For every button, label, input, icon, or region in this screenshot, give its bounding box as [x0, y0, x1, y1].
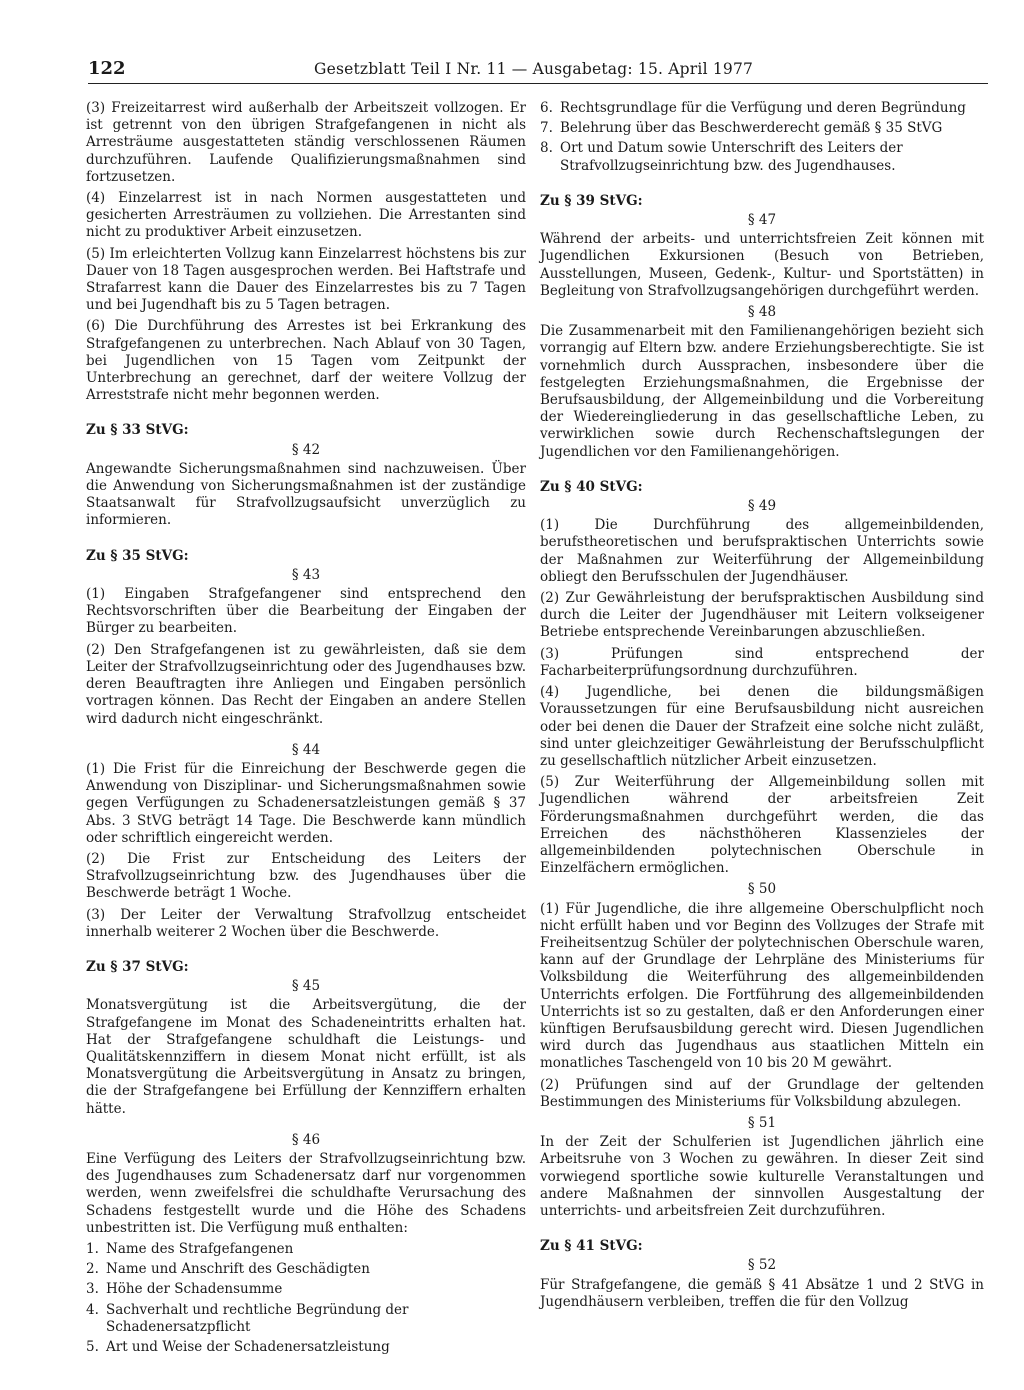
- reference-heading: Zu § 41 StVG:: [540, 1238, 643, 1255]
- numbered-list: [540, 100, 984, 175]
- paragraph: (4) Jugendliche, bei denen die bildungsmäßigen Voraussetzungen für eine Berufsausbildung nicht ausreichen oder bei denen die Dauer der Strafzeit eine solche nicht zuläßt, sind unter gleichzeitiger Gewährleistung der Berufsschulpflicht zu gesellschaftlich nützlicher Arbeit einzusetzen.: [540, 684, 984, 769]
- paragraph: Für Strafgefangene, die gemäß § 41 Absätze 1 und 2 StVG in Jugendhäusern verbleiben, treffen die für den Vollzug: [540, 1276, 984, 1310]
- paragraph: (5) Im erleichterten Vollzug kann Einzelarrest höchstens bis zur Dauer von 18 Tagen ausgesprochen werden. Bei Haftstrafe und Strafarrest kann die Dauer des Einzelarrestes bis zu 7 Tagen und bei Jugendhaft bis zu 5 Tagen betragen.: [86, 245, 526, 314]
- list-text: Rechtsgrundlage für die Verfügung und deren Begründung: [560, 100, 966, 116]
- list-text: Name des Strafgefangenen: [106, 1240, 294, 1257]
- running-head: Gesetzblatt Teil I Nr. 11 — Ausgabetag: 15. April 1977: [314, 60, 754, 78]
- list-item: [540, 120, 984, 137]
- page-header: [88, 58, 988, 84]
- paragraph: Angewandte Sicherungsmaßnahmen sind nachzuweisen. Über die Anwendung von Sicherungsmaßnahmen ist der zuständige Staatsanwalt für Strafvollzugsaufsicht unverzüglich zu informieren.: [86, 460, 526, 529]
- list-text: Ort und Datum sowie Unterschrift des Leiters der Strafvollzugseinrichtung bzw. des Jugendhauses.: [560, 140, 903, 174]
- paragraph: (3) Der Leiter der Verwaltung Strafvollzug entscheidet innerhalb weiterer 2 Wochen über die Beschwerde.: [86, 906, 526, 940]
- section-heading: § 42: [291, 441, 321, 458]
- numbered-list: [86, 1241, 526, 1356]
- paragraph: Monatsvergütung ist die Arbeitsvergütung, die der Strafgefangene im Monat des Schadeneintritts erhalten hat. Hat der Strafgefangene schuldhaft die Leistungs- und Qualitätskennziffern in diesem Monat nicht erfüllt, ist als Monatsvergütung die Arbeitsvergütung in Ansatz zu bringen, die der Strafgefangene bei Erfüllung der Kennziffern erhalten hätte.: [86, 997, 526, 1117]
- paragraph: Die Zusammenarbeit mit den Familienangehörigen bezieht sich vorrangig auf Eltern bzw. andere Erziehungsberechtigte. Sie ist vornehmlich durch Aussprachen, insbesondere über die festgelegten Erziehungsmaßnahmen, die Ergebnisse der Berufsausbildung, der Allgemeinbildung und die Vorbereitung der Wiedereingliederung in das gesellschaftliche Leben, zu verwirklichen sowie durch Rechenschaftslegungen der Jugendlichen vor den Familienangehörigen.: [540, 323, 984, 460]
- paragraph: (2) Die Frist zur Entscheidung des Leiters der Strafvollzugseinrichtung bzw. des Jugendhauses über die Beschwerde beträgt 1 Woche.: [86, 850, 526, 902]
- list-number: 7.: [540, 120, 553, 137]
- paragraph: (2) Prüfungen sind auf der Grundlage der geltenden Bestimmungen des Ministeriums für Volksbildung abzulegen.: [540, 1076, 984, 1110]
- list-item: [86, 1302, 526, 1336]
- reference-heading: Zu § 37 StVG:: [86, 958, 189, 975]
- paragraph: (3) Prüfungen sind entsprechend der Facharbeiterprüfungsordnung durchzuführen.: [540, 645, 984, 679]
- section-heading: § 51: [747, 1114, 777, 1131]
- reference-heading: Zu § 33 StVG:: [86, 422, 189, 439]
- list-number: 3.: [86, 1281, 99, 1298]
- section-heading: § 47: [747, 212, 777, 229]
- list-number: 2.: [86, 1261, 99, 1278]
- section-heading: § 52: [747, 1257, 777, 1274]
- section-heading: § 44: [291, 741, 321, 758]
- list-number: 6.: [540, 100, 553, 116]
- list-number: 8.: [540, 140, 553, 157]
- list-number: 4.: [86, 1301, 99, 1318]
- paragraph: (3) Freizeitarrest wird außerhalb der Arbeitszeit vollzogen. Er ist getrennt von den übrigen Strafgefangenen in nicht als Arresträume ausgestatteten ständig verschlossenen Räumen durchzuführen. Laufende Qualifizierungsmaßnahmen sind fortzusetzen.: [86, 100, 526, 185]
- list-item: [86, 1261, 526, 1278]
- list-text: Sachverhalt und rechtliche Begründung der Schadenersatzpflicht: [106, 1301, 409, 1335]
- section-heading: § 50: [747, 881, 777, 898]
- paragraph: (5) Zur Weiterführung der Allgemeinbildung sollen mit Jugendlichen während der arbeitsfreien Zeit Förderungsmaßnahmen durchgeführt werden, die das Erreichen des nächsthöheren Klassenzieles der allgemeinbildenden polytechnischen Oberschule in Einzelfächern ermöglichen.: [540, 774, 984, 877]
- list-text: Höhe der Schadensumme: [106, 1281, 283, 1298]
- paragraph: (4) Einzelarrest ist in nach Normen ausgestatteten und gesicherten Arresträumen zu vollziehen. Die Arrestanten sind nicht zu produktiver Arbeit einzusetzen.: [86, 190, 526, 241]
- left-column: [86, 100, 526, 1359]
- paragraph: (1) Für Jugendliche, die ihre allgemeine Oberschulpflicht noch nicht erfüllt haben und vor Beginn des Vollzuges der Strafe mit Freiheitsentzug Schüler der polytechnischen Oberschule waren, kann auf der Grundlage der Lehrpläne des Ministeriums für Volksbildung die Weiterführung des allgemeinbildenden Unterrichts erfolgen. Die Fortführung des allgemeinbildenden Unterrichts ist so zu gestalten, daß er den Anforderungen einer künftigen Berufsausbildung gerecht wird. Diesen Jugendlichen wird durch das Jugendhaus aus staatlichen Mitteln ein monatliches Taschengeld von 10 bis 20 M gewährt.: [540, 900, 984, 1072]
- list-item: [86, 1339, 526, 1356]
- paragraph: Während der arbeits- und unterrichtsfreien Zeit können mit Jugendlichen Exkursionen (Besuch von Betrieben, Ausstellungen, Museen, Gedenk-, Kultur- und Sportstätten) in Begleitung von Strafvollzugsangehörigen durchgeführt werden.: [540, 231, 984, 299]
- list-number: 1.: [86, 1240, 99, 1257]
- list-number: 5.: [86, 1339, 99, 1355]
- list-text: Name und Anschrift des Geschädigten: [106, 1261, 370, 1278]
- list-item: [540, 140, 984, 174]
- right-column: [540, 100, 984, 1315]
- list-item: [540, 100, 984, 117]
- paragraph: Eine Verfügung des Leiters der Strafvollzugseinrichtung bzw. des Jugendhauses zum Schadenersatz darf nur vorgenommen werden, wenn zweifelsfrei die schuldhafte Verursachung des Schadens festgestellt wurde und die Höhe des Schadens unbestritten ist. Die Verfügung muß enthalten:: [86, 1150, 526, 1236]
- page-number: 122: [88, 58, 126, 79]
- reference-heading: Zu § 40 StVG:: [540, 478, 643, 495]
- section-heading: § 43: [291, 566, 321, 583]
- section-heading: § 45: [291, 978, 321, 995]
- paragraph: (1) Die Frist für die Einreichung der Beschwerde gegen die Anwendung von Disziplinar- und Sicherungsmaßnahmen sowie gegen Verfügungen zu Schadenersatzleistungen gemäß § 37 Abs. 3 StVG beträgt 14 Tage. Die Beschwerde kann mündlich oder schriftlich eingereicht werden.: [86, 760, 526, 846]
- reference-heading: Zu § 39 StVG:: [540, 192, 643, 209]
- list-text: Art und Weise der Schadenersatzleistung: [106, 1339, 390, 1355]
- reference-heading: Zu § 35 StVG:: [86, 547, 189, 564]
- paragraph: (2) Den Strafgefangenen ist zu gewährleisten, daß sie dem Leiter der Strafvollzugseinrichtung oder des Jugendhauses bzw. deren Beauftragten ihre Anliegen und Eingaben persönlich vortragen können. Das Recht der Eingaben an andere Stellen wird dadurch nicht eingeschränkt.: [86, 641, 526, 727]
- list-text: Belehrung über das Beschwerderecht gemäß § 35 StVG: [560, 120, 943, 137]
- paragraph: In der Zeit der Schulferien ist Jugendlichen jährlich eine Arbeitsruhe von 3 Wochen zu gewähren. In dieser Zeit sind vorwiegend sportliche sowie kulturelle Veranstaltungen und andere Maßnahmen der sinnvollen Ausgestaltung der unterrichts- und arbeitsfreien Zeit durchzuführen.: [540, 1134, 984, 1219]
- section-heading: § 49: [747, 498, 777, 515]
- section-heading: § 46: [291, 1131, 321, 1148]
- paragraph: (6) Die Durchführung des Arrestes ist bei Erkrankung des Strafgefangenen zu unterbrechen. Nach Ablauf von 30 Tagen, bei Jugendlichen von 15 Tagen vom Zeitpunkt der Unterbrechung an gerechnet, darf der weitere Vollzug der Arreststrafe nicht mehr begonnen werden.: [86, 318, 526, 404]
- paragraph: (1) Eingaben Strafgefangener sind entsprechend den Rechtsvorschriften über die Bearbeitung der Eingaben der Bürger zu bearbeiten.: [86, 586, 526, 637]
- list-item: [86, 1241, 526, 1258]
- paragraph: (2) Zur Gewährleistung der berufspraktischen Ausbildung sind durch die Leiter der Jugendhäuser mit Leitern volkseigener Betriebe entsprechende Vereinbarungen abzuschließen.: [540, 590, 984, 641]
- list-item: [86, 1281, 526, 1298]
- paragraph: (1) Die Durchführung des allgemeinbildenden, berufstheoretischen und berufspraktischen Unterrichts sowie der Maßnahmen zur Weiterführung der Allgemeinbildung obliegt den Berufsschulen der Jugendhäuser.: [540, 517, 984, 585]
- section-heading: § 48: [747, 304, 777, 321]
